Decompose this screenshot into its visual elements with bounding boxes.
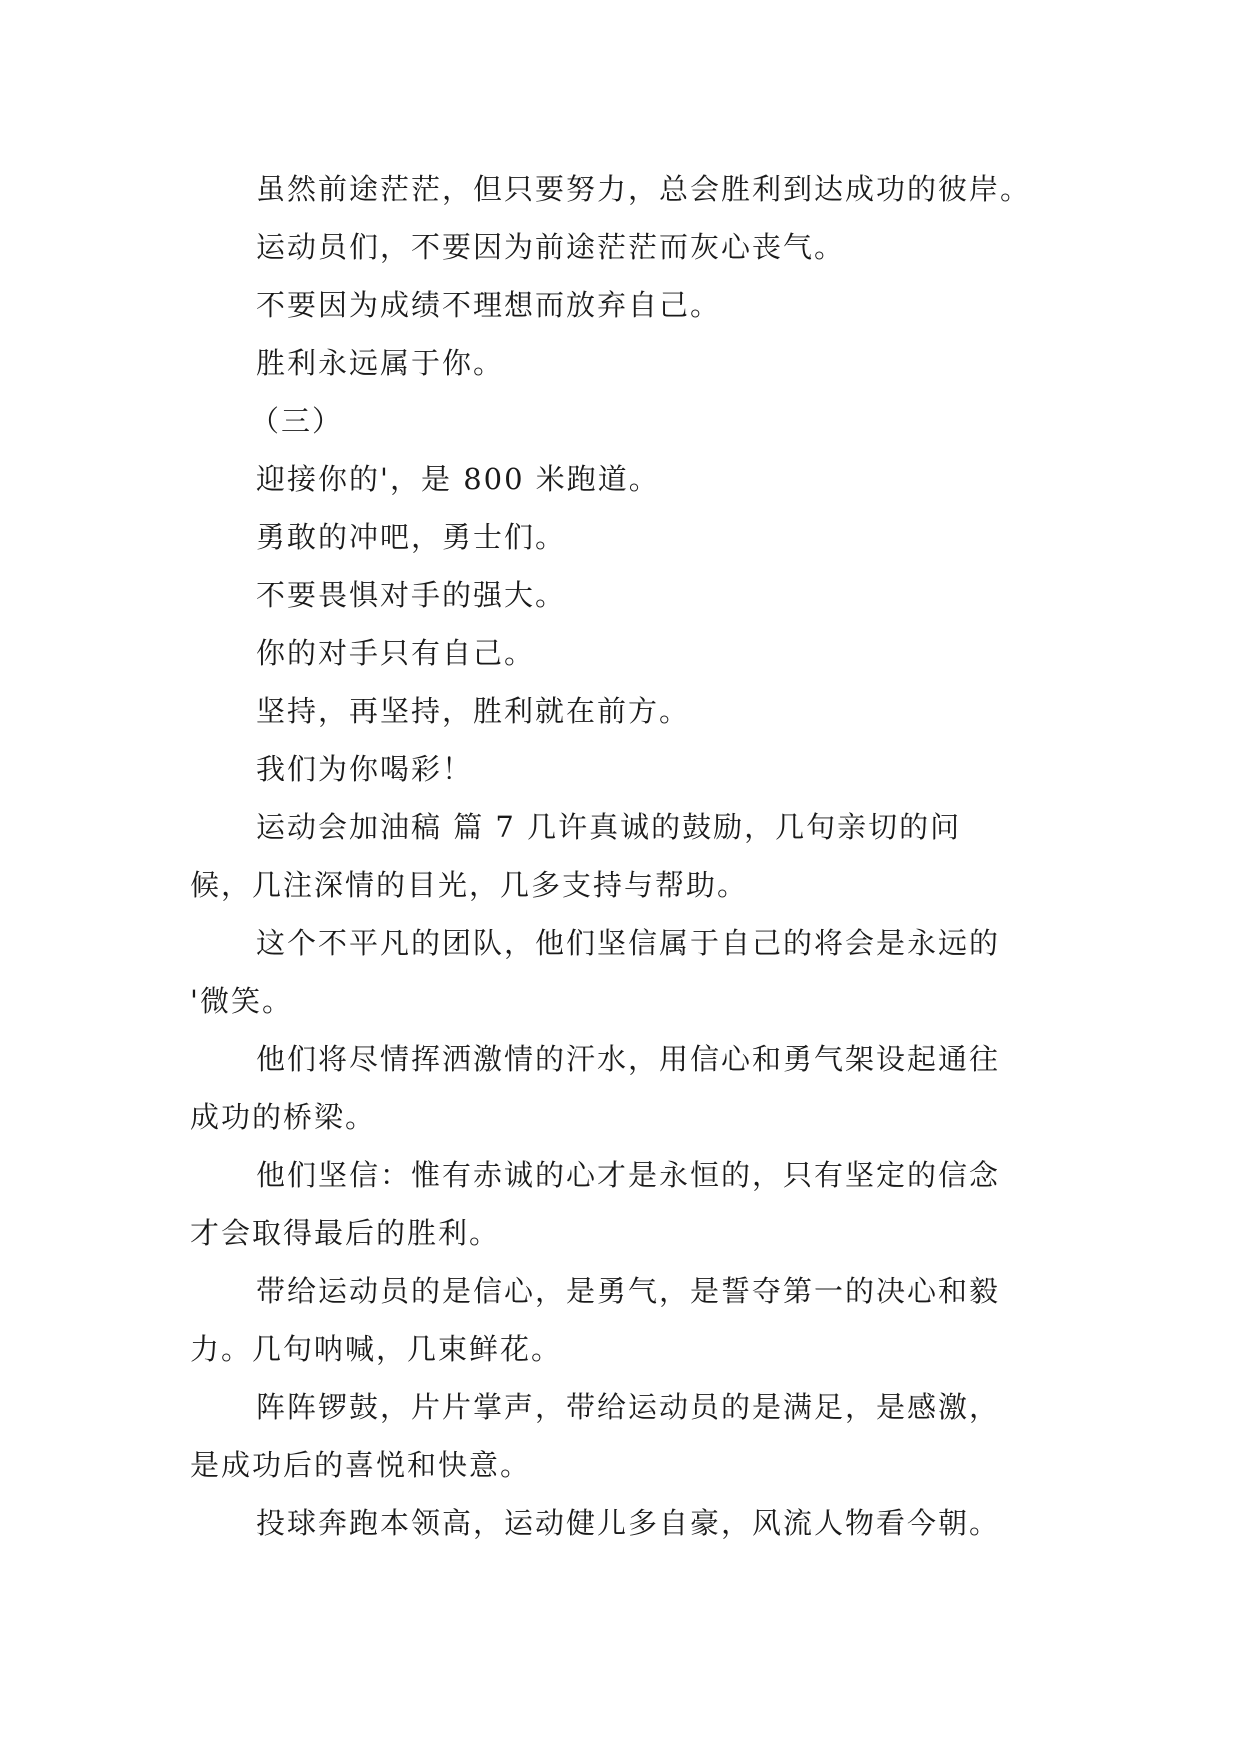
section-heading: （三） <box>250 404 344 438</box>
text-line: 投球奔跑本领高，运动健儿多自豪，风流人物看今朝。 <box>256 1506 1001 1540</box>
text-line: 坚持，再坚持，胜利就在前方。 <box>256 694 691 728</box>
text-line: 胜利永远属于你。 <box>256 346 505 380</box>
text-line: 虽然前途茫茫，但只要努力，总会胜利到达成功的彼岸。 <box>256 172 1032 206</box>
text-line: 候，几注深情的目光，几多支持与帮助。 <box>190 868 749 902</box>
text-line: 是成功后的喜悦和快意。 <box>190 1448 532 1482</box>
text-line: 成功的桥梁。 <box>190 1100 377 1134</box>
text-line: 这个不平凡的团队，他们坚信属于自己的将会是永远的 <box>256 926 1001 960</box>
text-line: 勇敢的冲吧，勇士们。 <box>256 520 567 554</box>
document-body <box>190 160 1080 1552</box>
text-line: 力。几句呐喊，几束鲜花。 <box>190 1332 563 1366</box>
text-line: 不要因为成绩不理想而放弃自己。 <box>256 288 722 322</box>
text-line: 才会取得最后的胜利。 <box>190 1216 501 1250</box>
text-line: 他们坚信：惟有赤诚的心才是永恒的，只有坚定的信念 <box>256 1158 1001 1192</box>
text-line: '微笑。 <box>190 984 293 1018</box>
text-line: 运动员们，不要因为前途茫茫而灰心丧气。 <box>256 230 846 264</box>
text-line: 我们为你喝彩！ <box>256 752 474 786</box>
text-line: 运动会加油稿 篇 7 几许真诚的鼓励，几句亲切的问 <box>256 810 962 844</box>
text-line: 阵阵锣鼓，片片掌声，带给运动员的是满足，是感激， <box>256 1390 1001 1424</box>
text-line: 带给运动员的是信心，是勇气，是誓夺第一的决心和毅 <box>256 1274 1001 1308</box>
text-line: 他们将尽情挥洒激情的汗水，用信心和勇气架设起通往 <box>256 1042 1001 1076</box>
text-line: 迎接你的'，是 800 米跑道。 <box>256 462 660 496</box>
text-line: 你的对手只有自己。 <box>256 636 536 670</box>
text-line: 不要畏惧对手的强大。 <box>256 578 567 612</box>
